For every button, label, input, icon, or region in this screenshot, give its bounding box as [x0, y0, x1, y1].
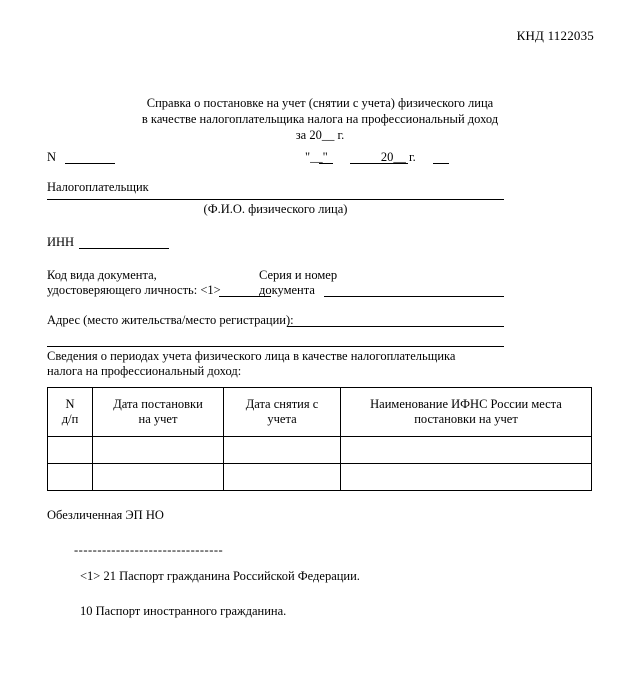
date-day-line[interactable] — [319, 163, 333, 164]
periods-table-body — [48, 437, 592, 491]
table-header-row — [48, 388, 592, 437]
periods-info-line-2: налога на профессиональный доход: — [47, 364, 242, 378]
number-label: N — [47, 150, 57, 164]
series-label-line-2: документа — [259, 283, 315, 297]
column-header-registration-date-line-2: на учет — [138, 412, 178, 426]
document-title — [50, 95, 590, 143]
cell-ifns-name[interactable] — [341, 464, 592, 491]
periods-info-line-1: Сведения о периодах учета физического лица в качестве налогоплательщика — [47, 349, 456, 363]
table-row[interactable] — [48, 464, 592, 491]
inn-label: ИНН — [47, 235, 75, 249]
column-header-number — [48, 388, 93, 437]
number-date-row — [47, 150, 547, 172]
date-label: "__" 20__ г. — [305, 150, 416, 164]
column-header-ifns-name-line-2: постановки на учет — [414, 412, 518, 426]
knd-code: КНД 1122035 — [516, 28, 594, 43]
cell-number[interactable] — [48, 437, 93, 464]
fio-caption: (Ф.И.О. физического лица) — [203, 202, 348, 216]
number-field-line[interactable] — [65, 163, 115, 164]
taxpayer-field-line[interactable] — [47, 199, 504, 200]
column-header-registration-date — [93, 388, 224, 437]
doc-code-label-line-2: удостоверяющего личность: <1> — [47, 283, 221, 297]
taxpayer-label: Налогоплательщик — [47, 180, 149, 194]
date-year-line[interactable] — [433, 163, 449, 164]
periods-table — [47, 387, 592, 491]
series-field-line[interactable] — [324, 296, 504, 297]
inn-field-line[interactable] — [79, 248, 169, 249]
date-month-line[interactable] — [350, 163, 408, 164]
electronic-signature-label: Обезличенная ЭП НО — [47, 508, 164, 522]
title-line-1: Справка о постановке на учет (снятии с учета) физического лица — [146, 96, 494, 110]
footnote-1: <1> 21 Паспорт гражданина Российской Федерации. — [80, 569, 360, 583]
cell-registration-date[interactable] — [93, 464, 224, 491]
cell-ifns-name[interactable] — [341, 437, 592, 464]
column-header-deregistration-date — [224, 388, 341, 437]
cell-registration-date[interactable] — [93, 437, 224, 464]
address-field-line-1[interactable] — [287, 326, 504, 327]
periods-table-head — [48, 388, 592, 437]
table-row[interactable] — [48, 437, 592, 464]
footnote-separator: -------------------------------- — [74, 543, 224, 557]
title-line-3: за 20__ г. — [295, 128, 345, 142]
address-label: Адрес (место жительства/место регистрации): — [47, 313, 294, 327]
title-line-2: в качестве налогоплательщика налога на профессиональный доход — [141, 112, 499, 126]
column-header-ifns-name — [341, 388, 592, 437]
column-header-deregistration-date-line-2: учета — [267, 412, 297, 426]
cell-deregistration-date[interactable] — [224, 437, 341, 464]
column-header-number-line-1: N — [65, 397, 75, 411]
column-header-deregistration-date-line-1: Дата снятия с — [245, 397, 319, 411]
footnote-2: 10 Паспорт иностранного гражданина. — [80, 604, 287, 618]
column-header-number-line-2: д/п — [61, 412, 79, 426]
cell-deregistration-date[interactable] — [224, 464, 341, 491]
doc-code-label-line-1: Код вида документа, — [47, 268, 157, 282]
column-header-ifns-name-line-1: Наименование ИФНС России места — [370, 397, 562, 411]
form-body — [47, 150, 547, 378]
address-field-line-2[interactable] — [47, 346, 504, 347]
series-label-line-1: Серия и номер — [259, 268, 338, 282]
column-header-registration-date-line-1: Дата постановки — [113, 397, 203, 411]
cell-number[interactable] — [48, 464, 93, 491]
